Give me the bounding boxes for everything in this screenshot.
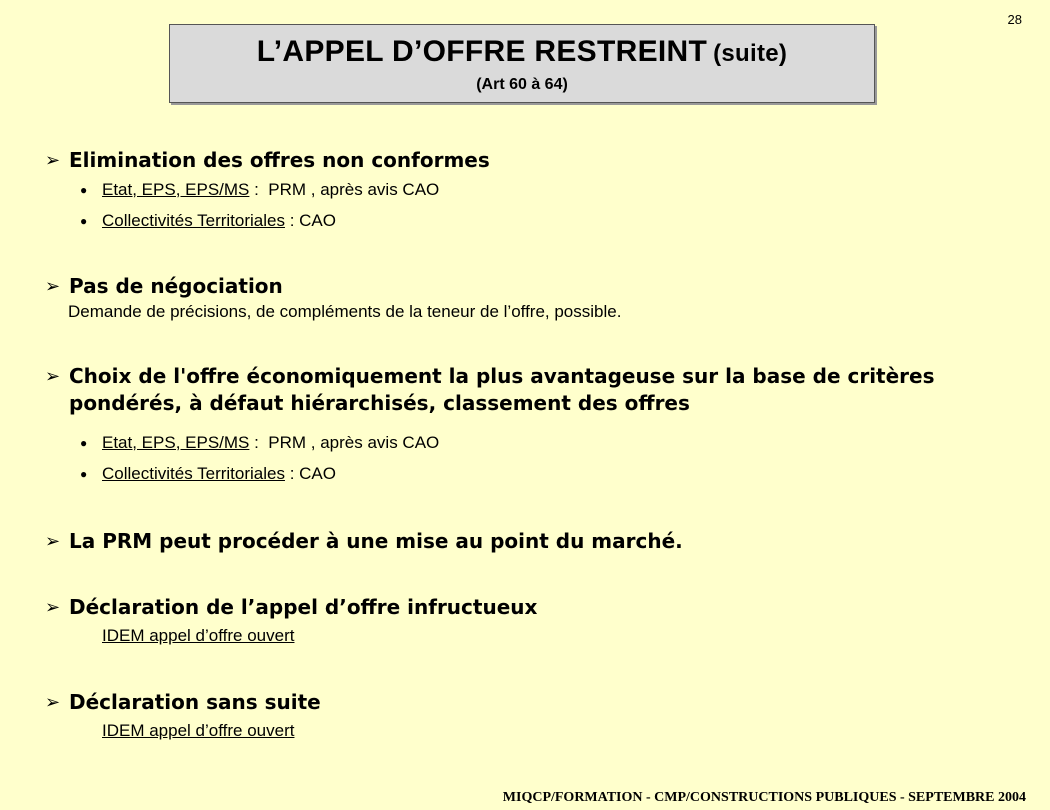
arrow-right-icon: ➢ [45, 276, 61, 297]
footer-credit: MIQCP/FORMATION - CMP/CONSTRUCTIONS PUBLIQUES - SEPTEMBRE 2004 [502, 790, 1026, 805]
section-note: IDEM appel d’offre ouvert [102, 721, 295, 740]
page-number: 28 [1007, 12, 1022, 27]
section-sans-suite [45, 689, 1035, 741]
section-heading: ➢ Pas de négociation [45, 274, 283, 298]
list-item: ● Etat, EPS, EPS/MS : PRM , après avis CAO [80, 179, 440, 199]
arrow-right-icon: ➢ [45, 366, 61, 387]
page-title [170, 35, 874, 69]
page-subtitle: (Art 60 à 64) [476, 76, 568, 93]
section-negociation [45, 273, 1035, 322]
list-item: ● Etat, EPS, EPS/MS : PRM , après avis CAO [80, 432, 440, 452]
arrow-right-icon: ➢ [45, 150, 61, 171]
arrow-right-icon: ➢ [45, 692, 61, 713]
section-note: Demande de précisions, de compléments de la teneur de l’offre, possible. [68, 302, 622, 321]
bullet-dot-icon: ● [80, 466, 88, 481]
section-mise-au-point [45, 528, 1035, 555]
section-elimination [45, 147, 1035, 236]
bullet-dot-icon: ● [80, 435, 88, 450]
section-heading: ➢ La PRM peut procéder à une mise au point du marché. [45, 529, 683, 553]
bullet-dot-icon: ● [80, 182, 88, 197]
section-choix [45, 363, 1035, 489]
section-infructueux [45, 594, 1035, 646]
title-suffix: (suite) [713, 40, 788, 67]
section-heading: ➢ Elimination des offres non conformes [45, 148, 490, 172]
sub-list [45, 174, 1035, 236]
section-heading: ➢ Déclaration sans suite [45, 690, 321, 714]
sub-list [45, 427, 1035, 489]
section-heading: ➢ Déclaration de l’appel d’offre infructueux [45, 595, 538, 619]
bullet-dot-icon: ● [80, 213, 88, 228]
section-heading: ➢ Choix de l'offre économiquement la plus avantageuse sur la base de critères pondérés, à défaut hiérarchisés, classement des offres [45, 364, 935, 415]
arrow-right-icon: ➢ [45, 597, 61, 618]
title-box [169, 24, 875, 103]
list-item: ● Collectivités Territoriales : CAO [80, 210, 336, 230]
list-item: ● Collectivités Territoriales : CAO [80, 463, 336, 483]
arrow-right-icon: ➢ [45, 531, 61, 552]
section-note: IDEM appel d’offre ouvert [102, 626, 295, 645]
title-main: L’APPEL D’OFFRE RESTREINT [256, 35, 708, 68]
